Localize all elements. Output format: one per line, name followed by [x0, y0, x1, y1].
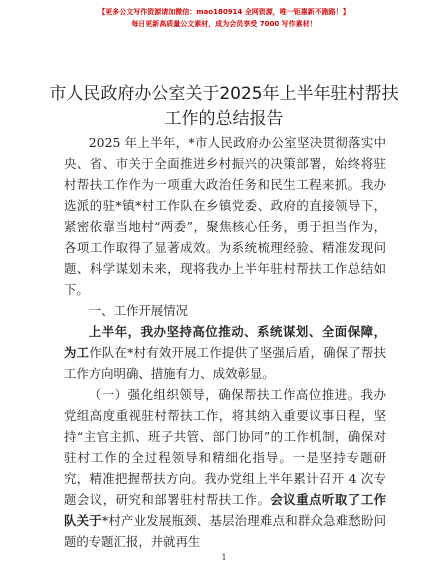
promo-banner: [0, 6, 448, 30]
overview-rest: 作队在*村有效开展工作提供了坚强后盾，确保了帮扶工作方向明确、措施有力、成效彰显。: [64, 345, 386, 381]
subsection-paragraph: [64, 384, 386, 552]
document-title-line-1: 市人民政府办公室关于2025年上半年驻村帮扶: [49, 84, 399, 104]
promo-banner-line-2: 每日更新高质量公文素材，成为会员享受 7000 写作素材！: [131, 20, 317, 28]
intro-paragraph: 2025 年上半年，*市人民政府办公室坚决贯彻落实中央、省、市关于全面推进乡村振兴的决策部署，始终将驻村帮扶工作作为一项重大政治任务和民生工程来抓。我办选派的驻*镇*村工作队在乡镇党委、政府的直接领导下，紧密依靠当地村“两委”，聚焦核心任务，勇于担当作为，各项工作取得了显著成效。为系统梳理经验、精准发现问题、科学谋划未来，现将我办上半年驻村帮扶工作总结如下。: [64, 135, 386, 297]
subsection-tail: *村产业发展瓶颈、基层治理难点和群众急难愁盼问题的专题汇报，并就再生: [64, 513, 387, 549]
promo-banner-line-1: 【更多公文写作资源请加微信：mao180914 全网资源，唯一钜惠新不跑路！】: [98, 8, 350, 16]
subsection-bold: 会议重点听取了工作队关于: [64, 492, 386, 528]
document-title-line-2: 工作的总结报告: [164, 109, 284, 129]
subsection-text: （一）强化组织领导，确保帮扶工作高位推进。我办党组高度重视驻村帮扶工作，将其纳入重要议事日程，坚持“主官主抓、班子共管、部门协同”的工作机制，确保对驻村工作的全过程领导和精细化指导。一是坚持专题研究，精准把握帮扶方向。我办党组上半年累计召开 4 次专题会议，研究和部署驻村帮扶工作。: [64, 387, 386, 507]
section-heading: 一、工作开展情况: [88, 303, 188, 318]
page-number: 1: [221, 553, 227, 562]
overview-lead: 上半年，我办坚持高位推动、系统谋划、全面保障，为工: [64, 324, 386, 360]
document-body: [64, 132, 386, 552]
overview-paragraph: [64, 321, 386, 384]
document-title: [40, 82, 408, 132]
